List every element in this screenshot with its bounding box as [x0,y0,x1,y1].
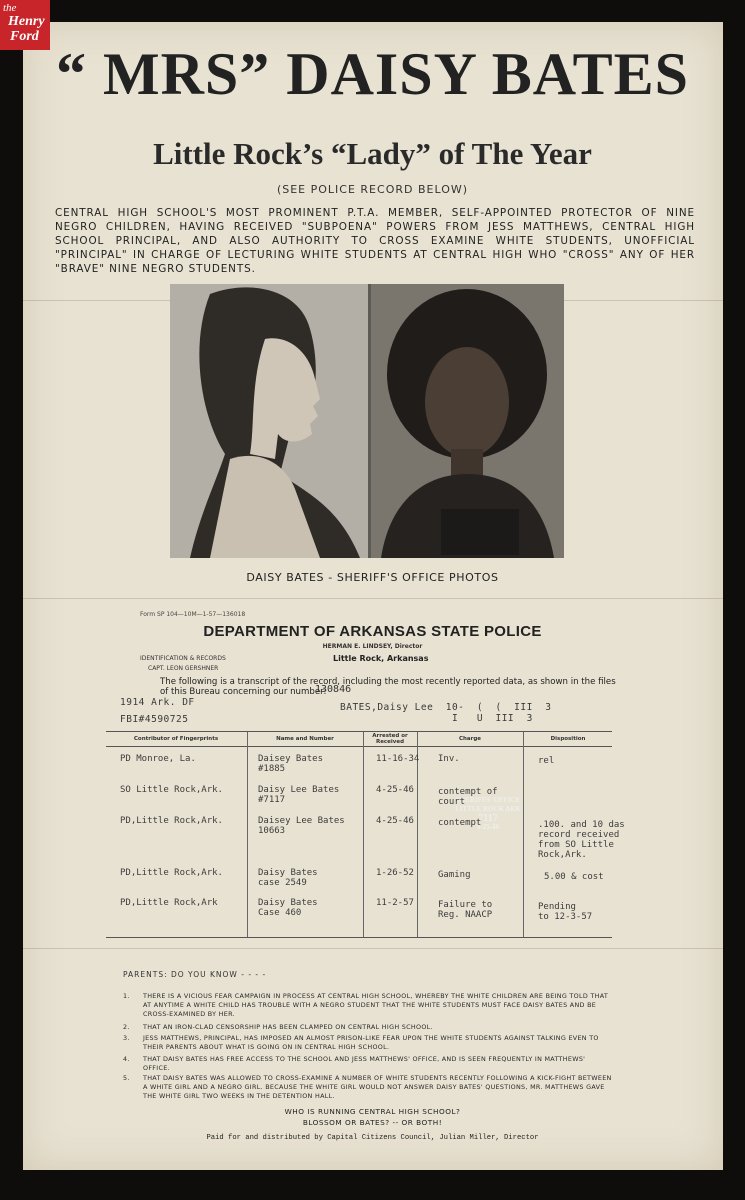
item-text: THAT DAISY BATES HAS FREE ACCESS TO THE SCHOOL AND JESS MATTHEWS' OFFICE, AND IS SEEN FREQUENTLY IN MATTHEWS' OFFICE. [143,1055,586,1072]
date-cell: 4-25-46 [376,785,414,795]
arrest-record-table [106,731,625,938]
column-header: Name and Number [276,736,334,742]
placard-number: 7117 [478,813,498,824]
date-cell: 1-26-52 [376,868,414,878]
captain-line: CAPT. LEON GERSHNER [148,665,219,672]
transcript-text: The following is a transcript of the record, including the most recently reported data, as shown in the files of this Bureau concerning our number: [160,677,616,697]
typed-line: 1914 Ark. DF [120,697,195,708]
disposition-cell: .100. and 10 das record received from SO Little Rock,Ark. [538,820,625,860]
page-title: “ MRS” DAISY BATES [55,41,690,107]
item-number: 1. [123,992,130,1000]
form-number: Form SP 104—10M—1-57—136018 [140,611,246,618]
typed-line: BATES,Daisy Lee 10- ( ( III 3 [340,702,552,713]
item-text: THAT DAISY BATES WAS ALLOWED TO CROSS-EXAMINE A NUMBER OF WHITE STUDENTS RECENTLY FOLLOWING A KICK-FIGHT BETWEEN A WHITE GIRL AND A NEGRO GIRL. BECAUSE THE WHITE GIRL WOULD NOT ANSWER DAISY BATES' QUESTIONS, MR. MATTHEWS GAVE THE WHITE GIRL TWO WEEKS IN THE DETENTION HALL. [143,1074,612,1100]
item-text: THERE IS A VICIOUS FEAR CAMPAIGN IN PROCESS AT CENTRAL HIGH SCHOOL, WHEREBY THE WHITE CHILDREN ARE BEING TOLD THAT AT ANYTIME A WHITE CHILD HAS TROUBLE WITH A NEGRO STUDENT THAT THE WHITE STUDENTS MUST FACE DAISY BATES AND BE CROSS-EXAMINED BY HER. [143,992,609,1018]
closing-question: BLOSSOM OR BATES? -- OR BOTH! [302,1118,443,1127]
contributor-cell: PD,Little Rock,Ark. [120,868,223,878]
department-title: DEPARTMENT OF ARKANSAS STATE POLICE [203,623,542,640]
contributor-cell: PD,Little Rock,Ark [120,898,218,908]
name-cell: Daisey Bates #1885 [258,754,324,774]
name-cell: Daisy Bates Case 460 [258,898,318,918]
date-cell: 11-2-57 [376,898,414,908]
record-number: 130846 [315,684,352,695]
item-number: 5. [123,1074,130,1082]
column-divider [247,732,248,937]
column-divider [363,732,364,937]
date-cell: 4-25-46 [376,816,414,826]
page-subtitle: Little Rock’s “Lady” of The Year [153,136,592,171]
column-header: Contributor of Fingerprints [133,736,219,742]
name-cell: Daisy Bates case 2549 [258,868,318,888]
logo-text: Ford [10,29,39,44]
logo-text: Henry [8,14,45,29]
column-header: Arrested or Received [372,733,408,745]
fold-line [23,948,723,949]
id-records-line: IDENTIFICATION & RECORDS [140,655,226,662]
fold-line [23,598,723,599]
name-cell: Daisy Lee Bates #7117 [258,785,340,805]
disposition-cell: 5.00 & cost [544,872,604,882]
charge-cell: Inv. [438,754,460,764]
date-cell: 11-16-34 [376,754,420,764]
contributor-cell: PD,Little Rock,Ark. [120,816,223,826]
charge-cell: contempt [438,818,482,828]
contributor-cell: PD Monroe, La. [120,754,196,764]
closing-question: WHO IS RUNNING CENTRAL HIGH SCHOOL? [284,1107,461,1116]
logo-text: the [3,2,17,14]
charge-cell: Gaming [438,870,471,880]
charge-cell: contempt of court [438,787,498,807]
paid-by-line: Paid for and distributed by Capital Citizens Council, Julian Miller, Director [206,1134,539,1142]
parents-heading: PARENTS: DO YOU KNOW - - - - [123,970,267,979]
director-line: HERMAN E. LINDSEY, Director [322,643,423,650]
header-divider [106,746,612,747]
column-divider [523,732,524,937]
placard-text: LITTLE ROCK ARK [455,805,521,813]
column-header: Charge [458,736,482,742]
item-number: 3. [123,1034,130,1042]
name-cell: Daisey Lee Bates 10663 [258,816,345,836]
city-line: Little Rock, Arkansas [333,654,429,663]
disposition-cell: rel [538,756,555,766]
item-text: JESS MATTHEWS, PRINCIPAL, HAS IMPOSED AN ALMOST PRISON-LIKE FEAR UPON THE WHITE STUDENTS AGAINST TALKING EVEN TO THEIR PARENTS ABOUT WHAT IS GOING ON IN CENTRAL HIGH SCHOOL. [143,1034,599,1051]
disposition-cell: Pending to 12-3-57 [538,902,593,922]
photo-caption: DAISY BATES - SHERIFF'S OFFICE PHOTOS [246,571,499,584]
column-header: Disposition [550,736,586,742]
item-number: 4. [123,1055,130,1063]
item-number: 2. [123,1023,130,1031]
typed-line: I U III 3 [340,713,533,724]
see-record-note: (SEE POLICE RECORD BELOW) [276,183,469,196]
charge-cell: Failure to Reg. NAACP [438,900,493,920]
profile-photo [170,284,368,558]
placard-text: SHERIFFS' OFFICE [455,796,521,804]
contributor-cell: SO Little Rock,Ark. [120,785,223,795]
intro-paragraph: CENTRAL HIGH SCHOOL'S MOST PROMINENT P.T.A. MEMBER, SELF-APPOINTED PROTECTOR OF NINE NEGRO CHILDREN, HAVING RECEIVED "SUBPOENA" POWERS FROM JESS MATTHEWS, CENTRAL HIGH SCHOOL PRINCIPAL, AND ALSO AUTHORITY TO CROSS EXAMINE WHITE STUDENTS, UNOFFICIAL "PRINCIPAL" IN CHARGE OF LECTURING WHITE STUDENTS AT CENTRAL HIGH WHO "CROSS" ANY OF HER "BRAVE" NINE NEGRO STUDENTS. [55,207,695,275]
typed-line: FBI#4590725 [120,714,189,725]
placard-date: 4-25-46 [476,823,500,831]
item-text: THAT AN IRON-CLAD CENSORSHIP HAS BEEN CLAMPED ON CENTRAL HIGH SCHOOL. [143,1023,433,1031]
